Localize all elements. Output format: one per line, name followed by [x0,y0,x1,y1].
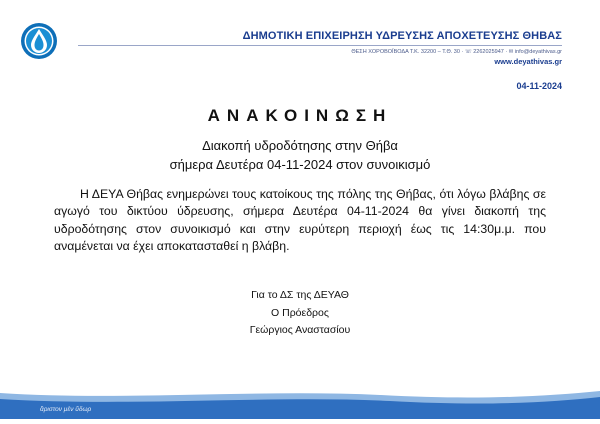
announcement-body: Η ΔΕΥΑ Θήβας ενημερώνει τους κατοίκους της πόλης της Θήβας, ότι λόγω βλάβης σε αγωγό του δικτύου ύδρευσης, σήμερα Δευτέρα 04-11-2024 θα γίνει διακοπή της υδροδότησης στον συνοικισμό και στην ευρύτερη περιοχή έως τις 14:30μ.μ. που αναμένεται να έχει αποκατασταθεί η βλάβη. [54,187,546,254]
footer-motto: ἄριστον μὲν ὕδωρ [40,406,92,413]
org-name: ΔΗΜΟΤΙΚΗ ΕΠΙΧΕΙΡΗΣΗ ΥΔΡΕΥΣΗΣ ΑΠΟΧΕΤΕΥΣΗΣ ΘΗΒΑΣ [242,30,562,42]
header-divider [78,45,562,46]
water-drop-icon [20,22,58,60]
document-date: 04-11-2024 [516,81,562,91]
subtitle-line-2: σήμερα Δευτέρα 04-11-2024 στον συνοικισμό [169,157,431,172]
subtitle-line-1: Διακοπή υδροδότησης στην Θήβα [202,138,398,153]
contact-line: ΘΕΣΗ ΧΟΡΟΒΟΪΒΟΔΑ Τ.Κ. 32200 – Τ.Θ. 30 · ☏ 2262025947 · ✉ info@deyathivas.gr [351,49,562,55]
footer-wave [0,385,600,419]
document-title: ΑΝΑΚΟΙΝΩΣΗ [207,106,393,125]
signature-line-2: Ο Πρόεδρος [271,307,329,319]
signature-line-1: Για το ΔΣ της ΔΕΥΑΘ [251,289,349,301]
website: www.deyathivas.gr [494,57,562,66]
letterhead-logo [20,22,58,60]
signature-line-3: Γεώργιος Αναστασίου [249,324,351,336]
